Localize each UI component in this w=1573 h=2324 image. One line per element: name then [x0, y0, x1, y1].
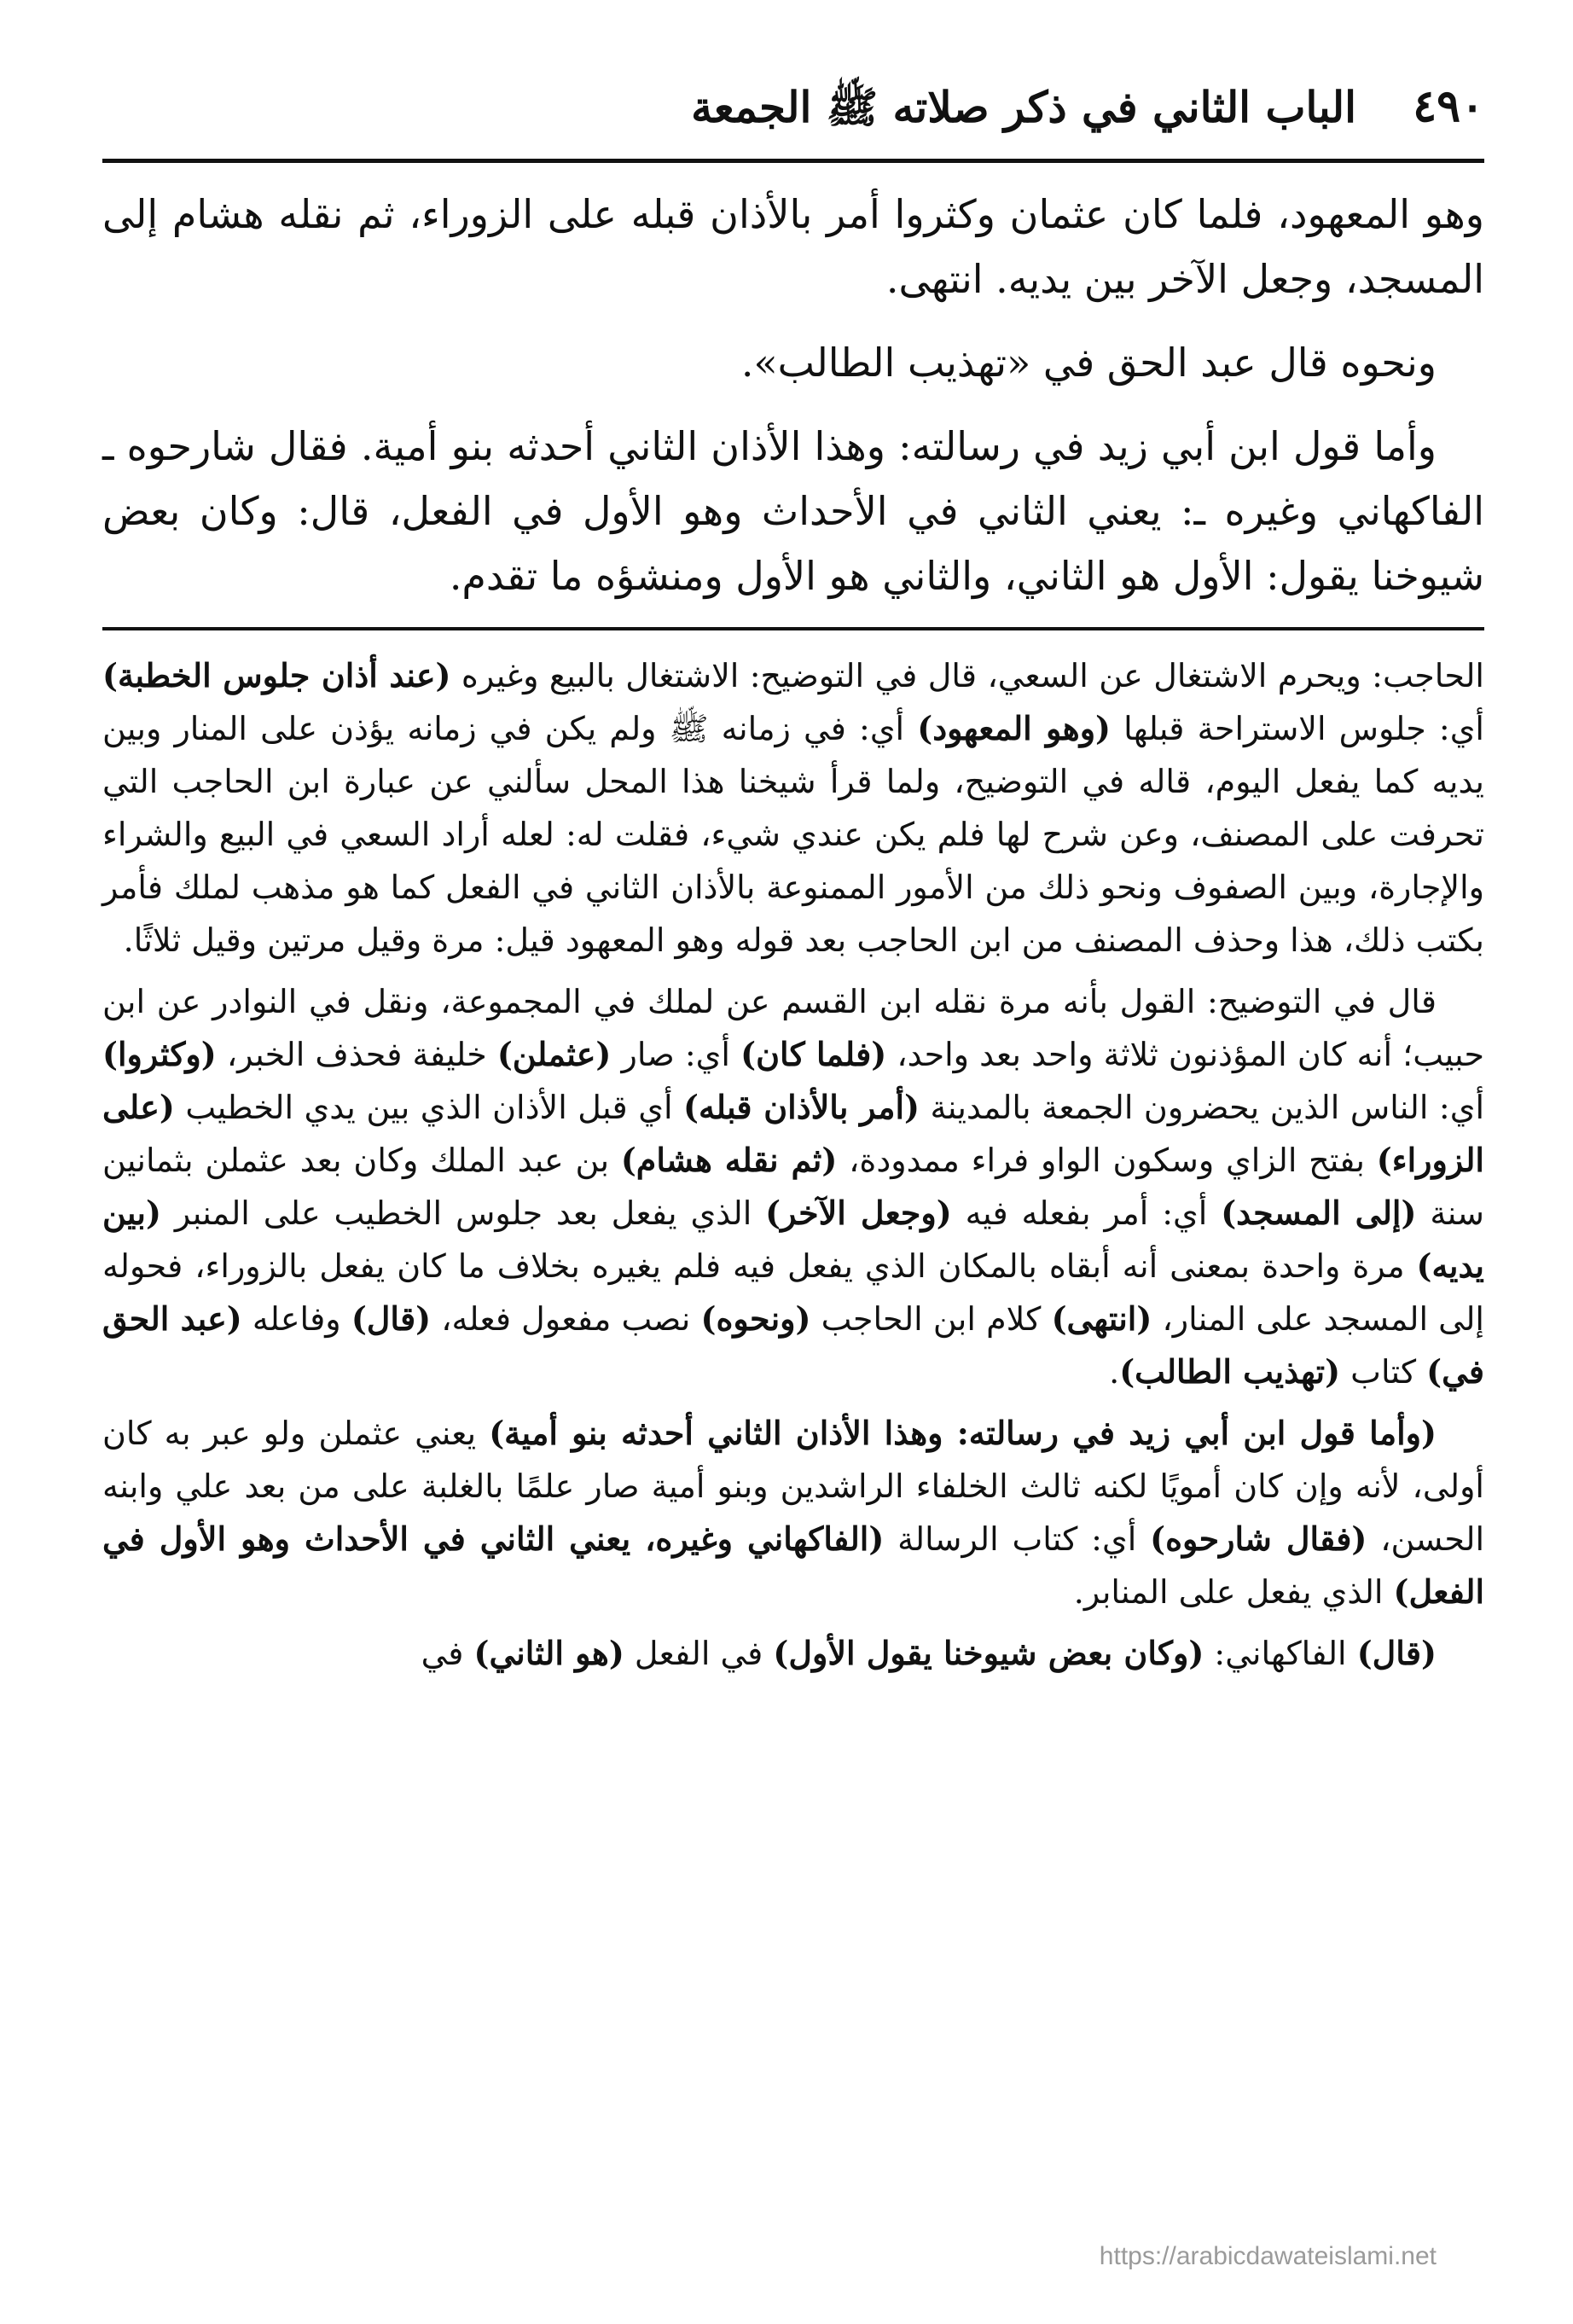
quoted-matn: (وهو المعهود): [917, 709, 1112, 747]
chapter-title: الباب الثاني في ذكر صلاته ﷺ الجمعة: [691, 82, 1356, 132]
quoted-matn: (فقال شارحوه): [1150, 1519, 1367, 1558]
quoted-matn: (وكثروا): [102, 1035, 217, 1073]
quoted-matn: (ونحوه): [700, 1299, 811, 1338]
main-paragraph: وأما قول ابن أبي زيد في رسالته: وهذا الأذان الثاني أحدثه بنو أمية. فقال شارحوه ـ الفاكهاني وغيره ـ: يعني الثاني في الأحداث وهو الأول في الفعل، قال: وكان بعض شيوخنا يقول: الأول هو الثاني، والثاني هو الأول ومنشؤه ما تقدم.: [102, 423, 1484, 599]
commentary-text: [102, 649, 1484, 1680]
quoted-matn: (قال): [351, 1299, 432, 1338]
commentary-run: الحاجب: ويحرم الاشتغال عن السعي، قال في التوضيح: الاشتغال بالبيع وغيره: [450, 657, 1484, 694]
running-header: [102, 77, 1484, 163]
commentary-run: يعني عثملن ولو عبر به كان أولى، لأنه وإن كان أمويًا لكنه ثالث الخلفاء الراشدين وبنو أمية صار علمًا بالغلبة على من بعد علي وابنه الحسن،: [102, 1415, 1484, 1558]
main-paragraph: ونحوه قال عبد الحق في «تهذيب الطالب».: [740, 340, 1437, 386]
page-number: ٤٩٠: [1413, 80, 1484, 132]
commentary-run: قال في التوضيح: القول بأنه مرة نقله ابن القسم عن لملك في المجموعة، ونقل في النوادر عن ابن حبيب؛ أنه كان المؤذنون ثلاثة واحد بعد واحد،: [102, 983, 1484, 1073]
quoted-matn: (عبد الحق في): [102, 1299, 1484, 1391]
quoted-matn: (بين يديه): [102, 1194, 1484, 1285]
commentary-run: .: [1109, 1353, 1120, 1391]
commentary-run: بفتح الزاي وسكون الواو فراء ممدودة،: [837, 1142, 1377, 1179]
quoted-matn: (قال): [1356, 1634, 1437, 1672]
footnote-divider: [102, 627, 1484, 630]
quoted-matn: (وأما قول ابن أبي زيد في رسالته: وهذا الأذان الثاني أحدثه بنو أمية): [489, 1414, 1437, 1452]
watermark-url: https://arabicdawateislami.net: [1099, 2242, 1437, 2270]
quoted-matn: (ثم نقله هشام): [620, 1141, 838, 1179]
commentary-run: الذي يفعل بعد جلوس الخطيب على المنبر: [160, 1194, 766, 1232]
commentary-run: كلام ابن الحاجب: [810, 1300, 1052, 1338]
quoted-matn: (عثملن): [496, 1035, 612, 1073]
commentary-run: مرة واحدة بمعنى أنه أبقاه بالمكان الذي يفعل فيه فلم يغيره بخلاف ما كان يفعل بالزوراء، فحوله إلى المسجد على المنار،: [102, 1247, 1484, 1338]
quoted-matn: (أمر بالأذان قبله): [683, 1088, 920, 1126]
commentary-paragraph: [102, 1627, 1484, 1680]
main-paragraph: وهو المعهود، فلما كان عثمان وكثروا أمر بالأذان قبله على الزوراء، ثم نقله هشام إلى المسجد، وجعل الآخر بين يديه. انتهى.: [102, 191, 1484, 302]
main-text: [102, 182, 1484, 608]
book-page: [102, 77, 1484, 2295]
quoted-matn: (انتهى): [1051, 1299, 1152, 1338]
commentary-run: في: [421, 1635, 474, 1672]
commentary-run: في الفعل: [624, 1635, 774, 1672]
commentary-run: أي: جلوس الاستراحة قبلها: [1111, 710, 1484, 747]
commentary-run: خليفة فحذف الخبر،: [216, 1036, 497, 1073]
commentary-paragraph: [102, 1407, 1484, 1618]
quoted-matn: (على الزوراء): [102, 1088, 1484, 1179]
quoted-matn: (هو الثاني): [473, 1634, 624, 1672]
commentary-run: أي قبل الأذان الذي بين يدي الخطيب: [174, 1089, 684, 1126]
commentary-run: أي: في زمانه ﷺ ولم يكن في زمانه يؤذن على المنار وبين يديه كما يفعل اليوم، قاله في التوضيح، ولما قرأ شيخنا هذا المحل سألني عن عبارة ابن الحاجب التي تحرفت على المصنف، وعن شرح لها فلم يكن عندي شيء، فقلت له: لعله أراد السعي في البيع والشراء والإجارة، وبين الصفوف ونحو ذلك من الأمور الممنوعة بالأذان الثاني في الفعل كما هو مذهب لملك فأمر بكتب ذلك، هذا وحذف المصنف من ابن الحاجب بعد قوله وهو المعهود قيل: مرة وقيل مرتين وقيل ثلاثًا.: [102, 710, 1484, 959]
commentary-run: بن عبد الملك وكان بعد عثملن بثمانين سنة: [102, 1142, 1485, 1232]
quoted-matn: (عند أذان جلوس الخطبة): [102, 656, 451, 694]
commentary-run: أي: أمر بفعله فيه: [951, 1194, 1222, 1232]
quoted-matn: (الفاكهاني وغيره، يعني الثاني في الأحداث وهو الأول في الفعل): [102, 1519, 1484, 1611]
commentary-run: كتاب: [1340, 1353, 1427, 1391]
commentary-run: أي: الناس الذين يحضرون الجمعة بالمدينة: [919, 1089, 1485, 1126]
commentary-run: الفاكهاني:: [1204, 1635, 1357, 1672]
quoted-matn: (فلما كان): [740, 1035, 887, 1073]
quoted-matn: (وجعل الآخر): [765, 1194, 952, 1232]
quoted-matn: (وكان بعض شيوخنا يقول الأول): [773, 1634, 1204, 1672]
commentary-run: أي: كتاب الرسالة: [884, 1520, 1151, 1558]
quoted-matn: (تهذيب الطالب): [1119, 1352, 1341, 1391]
commentary-run: نصب مفعول فعله،: [431, 1300, 701, 1338]
commentary-run: وفاعله: [241, 1300, 351, 1338]
commentary-paragraph: [102, 975, 1484, 1398]
commentary-run: الذي يفعل على المنابر.: [1073, 1573, 1394, 1611]
commentary-paragraph: [102, 649, 1484, 967]
quoted-matn: (إلى المسجد): [1221, 1194, 1417, 1232]
commentary-run: أي: صار: [611, 1036, 741, 1073]
